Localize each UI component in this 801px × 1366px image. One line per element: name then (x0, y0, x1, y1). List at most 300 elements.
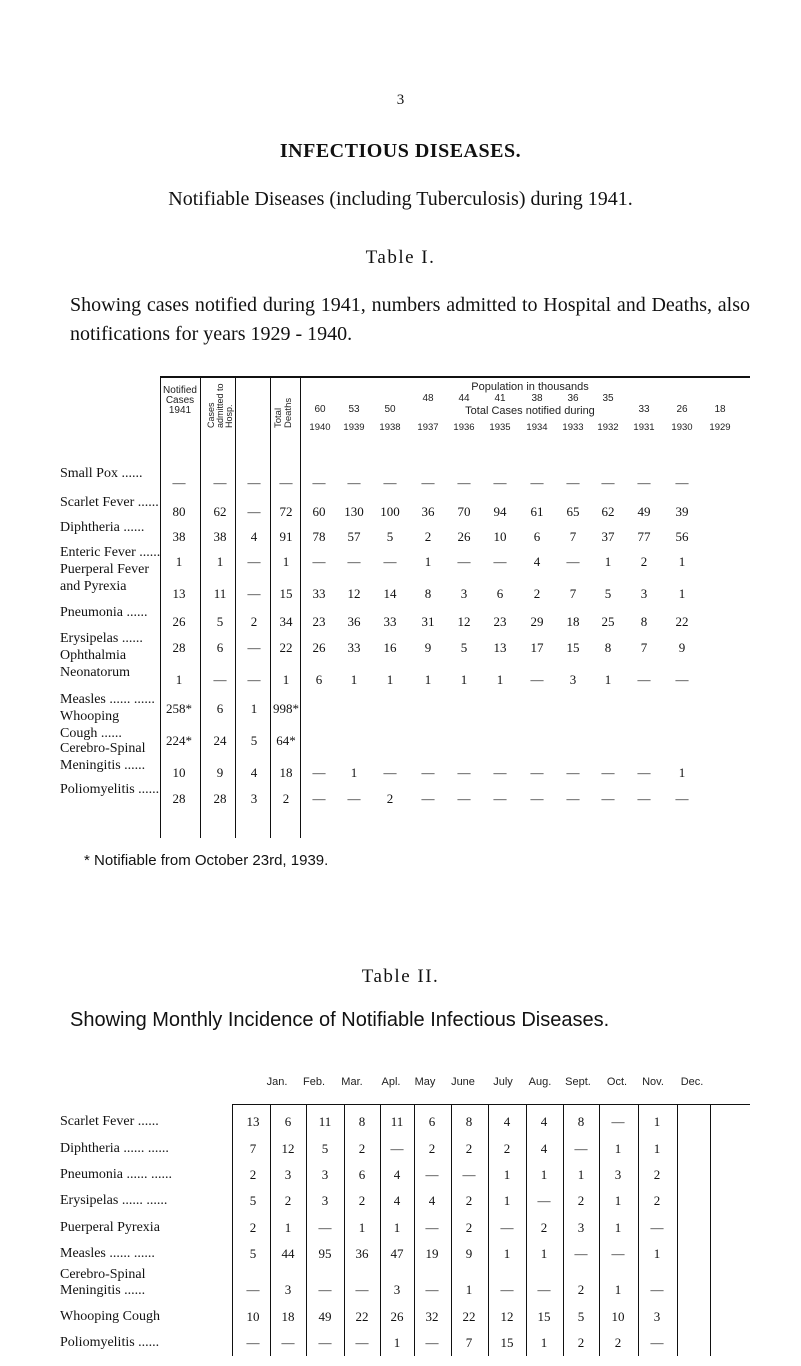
table2-cell: — (246, 1335, 260, 1350)
table2-cell: 4 (428, 1193, 436, 1208)
table2-cell: — (650, 1335, 664, 1350)
table1-cell: 12 (457, 614, 471, 629)
table2-cell: — (462, 1167, 476, 1182)
table1-cell: 38 (172, 529, 186, 544)
population-value: 50 (384, 404, 396, 415)
table2-cell: 47 (390, 1246, 404, 1261)
table1-cell: 1 (350, 765, 358, 780)
table1-cell: 60 (312, 504, 326, 519)
table2-cell: — (611, 1114, 625, 1129)
table1-cell: 12 (347, 586, 361, 601)
table1-cell: 26 (457, 529, 471, 544)
table2-cell: 7 (249, 1141, 257, 1156)
table2-cell: 1 (577, 1167, 585, 1182)
table1-cell: 56 (675, 529, 689, 544)
table1-cell: 1 (460, 672, 468, 687)
month-label: July (493, 1076, 513, 1088)
table1-cell: — (347, 554, 361, 569)
table1-cell: 9 (424, 640, 432, 655)
table2-cell: 19 (425, 1246, 439, 1261)
table2-row-label (60, 1335, 159, 1350)
row-label-line: Cerebro-Spinal (60, 1267, 146, 1282)
table2-cell: 26 (390, 1309, 404, 1324)
table1-cell: — (675, 475, 689, 490)
table1-cell: 1 (678, 765, 686, 780)
month-label: May (414, 1076, 436, 1088)
population-value: 18 (714, 404, 726, 415)
month-label: Apl. (381, 1076, 401, 1088)
table2-cell: 6 (358, 1167, 366, 1182)
table2-cell: 2 (465, 1193, 473, 1208)
table2-cell: 2 (577, 1193, 585, 1208)
table1-row-label (60, 692, 155, 707)
table1-cell: 4 (250, 529, 258, 544)
table1-cell: 8 (604, 640, 612, 655)
table1-cell: 15 (279, 586, 293, 601)
table2-cell: 1 (653, 1114, 661, 1129)
month-label: Oct. (606, 1076, 628, 1088)
table1-cell: 2 (424, 529, 432, 544)
table1-cell: — (383, 475, 397, 490)
table2-cell: 2 (577, 1335, 585, 1350)
table1-cell: 62 (601, 504, 615, 519)
table1-cell: 18 (279, 765, 293, 780)
table1-cell: 1 (604, 672, 612, 687)
table2-cell: 3 (393, 1282, 401, 1297)
row-label-line: Meningitis ...... (60, 1283, 146, 1298)
table2-top-rule (232, 1104, 750, 1105)
table1-cell: — (172, 475, 186, 490)
table1-cell: 9 (216, 765, 224, 780)
table1-cell: 26 (172, 614, 186, 629)
table1-row-label (60, 495, 159, 510)
table1-cell: 9 (678, 640, 686, 655)
table2-cell: 1 (284, 1220, 292, 1235)
table2-column-rule (232, 1104, 233, 1356)
table2-cell: 12 (500, 1309, 514, 1324)
table1-cell: 1 (678, 554, 686, 569)
table1-cell: — (530, 765, 544, 780)
table1-cell: 3 (569, 672, 577, 687)
row-label-line: Puerperal Fever (60, 562, 150, 577)
table1-cell: — (347, 791, 361, 806)
table1-cell: 13 (493, 640, 507, 655)
table2-column-rule (677, 1104, 678, 1356)
table2-cell: — (318, 1282, 332, 1297)
row-label-line: Small Pox ...... (60, 466, 143, 481)
table2-cell: 2 (465, 1220, 473, 1235)
table1-cell: — (493, 554, 507, 569)
table1-cell: 2 (533, 586, 541, 601)
population-value: 44 (458, 393, 470, 404)
table2-cell: 1 (614, 1282, 622, 1297)
table1-row-label (60, 466, 142, 481)
page-number: 3 (396, 92, 405, 108)
table2-cell: 5 (321, 1141, 329, 1156)
table1-footnote: * Notifiable from October 23rd, 1939. (84, 852, 329, 869)
table1-top-rule (160, 376, 750, 378)
population-value: 38 (531, 393, 543, 404)
table1-cell: 1 (678, 586, 686, 601)
table2-cell: 2 (358, 1193, 366, 1208)
page-subtitle: Notifiable Diseases (including Tuberculosis) during 1941. (168, 188, 633, 210)
table1-cell: — (493, 765, 507, 780)
table1-cell: 1 (175, 672, 183, 687)
table2-cell: 1 (614, 1193, 622, 1208)
table2-cell: 1 (540, 1167, 548, 1182)
table2-cell: 1 (653, 1141, 661, 1156)
table2-cell: — (425, 1220, 439, 1235)
table2-cell: 3 (284, 1282, 292, 1297)
table1-cell: — (457, 791, 471, 806)
row-label-line: Poliomyelitis ...... (60, 782, 160, 797)
table2-row-label (60, 1267, 146, 1298)
table1-cell: 39 (675, 504, 689, 519)
table1-cell: — (675, 672, 689, 687)
table1-cell: — (601, 475, 615, 490)
table1-cell: — (312, 765, 326, 780)
table1-cell: 36 (347, 614, 361, 629)
table1-cell: — (530, 475, 544, 490)
table1-cell: 33 (312, 586, 326, 601)
table1-cell: — (457, 554, 471, 569)
table2-cell: 32 (425, 1309, 439, 1324)
table1-cell: 37 (601, 529, 615, 544)
month-label: June (451, 1076, 475, 1088)
table2-cell: — (390, 1141, 404, 1156)
table1-cell: — (421, 475, 435, 490)
row-label-line: Cerebro-Spinal (60, 741, 146, 756)
table1-cell: — (247, 554, 261, 569)
table2-cell: — (318, 1335, 332, 1350)
table2-description: Showing Monthly Incidence of Notifiable Infectious Diseases. (70, 1009, 610, 1031)
population-value: 26 (676, 404, 688, 415)
table1-cell: 38 (213, 529, 227, 544)
month-label: Nov. (642, 1076, 664, 1088)
table1-cell: 23 (493, 614, 507, 629)
table1-cell: — (312, 475, 326, 490)
table1-row-label (60, 782, 159, 797)
table1-cell: — (247, 475, 261, 490)
table1-cell: 61 (530, 504, 544, 519)
table1-cell: — (637, 791, 651, 806)
row-label-line: Enteric Fever ...... (60, 545, 161, 560)
table1-description: Showing cases notified during 1941, numbers admitted to Hospital and Deaths, also notifications for years 1929 - 1940. (70, 294, 750, 345)
table2-cell: 13 (246, 1114, 260, 1129)
table1-cell: 13 (172, 586, 186, 601)
table1-row-label (60, 709, 122, 741)
row-label-line: Cough ...... (60, 726, 122, 741)
table1-cell: 26 (312, 640, 326, 655)
table1-cell: 6 (216, 640, 224, 655)
table1-cell: 1 (604, 554, 612, 569)
table1-cell: 94 (493, 504, 507, 519)
row-label-line: Whooping Cough (60, 1309, 160, 1324)
table2-cell: — (425, 1167, 439, 1182)
table1-cell: — (637, 765, 651, 780)
table2-cell: 2 (653, 1193, 661, 1208)
table2-cell: 3 (321, 1167, 329, 1182)
table2-cell: — (611, 1246, 625, 1261)
table2-caption: Table II. (361, 966, 440, 987)
table1-cell: — (637, 672, 651, 687)
table1-row-label (60, 631, 143, 646)
table2-cell: 5 (249, 1246, 257, 1261)
year-label: 1930 (671, 422, 693, 433)
table2-cell: 5 (577, 1309, 585, 1324)
header-total-cases: Total Cases notified during (465, 405, 595, 417)
table1 (60, 376, 750, 848)
table1-cell: 25 (601, 614, 615, 629)
table1-cell: — (530, 672, 544, 687)
year-label: 1938 (379, 422, 401, 433)
table1-cell: 22 (675, 614, 689, 629)
table1-cell: — (312, 791, 326, 806)
row-label-line: Measles ...... ...... (60, 1246, 155, 1261)
table2-cell: 6 (284, 1114, 292, 1129)
table2-cell: 1 (503, 1167, 511, 1182)
table1-cell: — (566, 765, 580, 780)
table2-cell: 36 (355, 1246, 369, 1261)
table1-cell: 72 (279, 504, 293, 519)
table2 (60, 1060, 750, 1360)
table1-row-label (60, 562, 149, 594)
table1-cell: 49 (637, 504, 651, 519)
table2-cell: — (355, 1335, 369, 1350)
table2-cell: 8 (577, 1114, 585, 1129)
table1-cell: — (566, 791, 580, 806)
table2-cell: 22 (462, 1309, 476, 1324)
table1-cell: 6 (533, 529, 541, 544)
table1-cell: — (601, 765, 615, 780)
table1-cell: — (247, 640, 261, 655)
table2-cell: 2 (653, 1167, 661, 1182)
table2-row-label (60, 1220, 160, 1235)
year-label: 1937 (417, 422, 439, 433)
table2-cell: 1 (358, 1220, 366, 1235)
table1-row-label (60, 648, 130, 680)
table2-row-label (60, 1167, 172, 1182)
table2-cell: — (574, 1141, 588, 1156)
table1-cell: 28 (172, 791, 186, 806)
table2-cell: 11 (318, 1114, 332, 1129)
table2-row-label (60, 1193, 167, 1208)
year-label: 1932 (597, 422, 619, 433)
table1-cell: 80 (172, 504, 186, 519)
table2-row-label (60, 1141, 169, 1156)
row-label-line: Poliomyelitis ...... (60, 1335, 160, 1350)
table1-cell: 29 (530, 614, 544, 629)
table1-cell: 11 (213, 586, 227, 601)
table1-cell: — (457, 765, 471, 780)
row-label-line: Whooping (60, 709, 120, 724)
table1-cell: 36 (421, 504, 435, 519)
table1-cell: 18 (566, 614, 580, 629)
table1-cell: 3 (250, 791, 258, 806)
table1-cell: — (247, 586, 261, 601)
table2-cell: 4 (540, 1114, 548, 1129)
header-notified-cases: Notified Cases 1941 (163, 385, 197, 416)
table1-cell: — (421, 765, 435, 780)
table2-cell: 2 (503, 1141, 511, 1156)
table1-cell: — (247, 504, 261, 519)
population-value: 53 (348, 404, 360, 415)
header-population: Population in thousands (471, 381, 589, 393)
table1-cell: 5 (604, 586, 612, 601)
month-label: Jan. (266, 1076, 288, 1088)
table1-cell: 14 (383, 586, 397, 601)
table1-cell: — (213, 672, 227, 687)
table1-cell: 70 (457, 504, 471, 519)
table2-cell: 1 (540, 1335, 548, 1350)
table1-cell: 6 (216, 701, 224, 716)
table1-cell: 24 (213, 733, 227, 748)
table1-cell: 998* (273, 701, 299, 716)
table1-cell: — (601, 791, 615, 806)
table2-cell: 3 (321, 1193, 329, 1208)
table1-cell: 1 (496, 672, 504, 687)
population-value: 41 (494, 393, 506, 404)
table2-cell: — (425, 1335, 439, 1350)
month-label: Dec. (680, 1076, 704, 1088)
table1-cell: — (493, 791, 507, 806)
table1-cell: 78 (312, 529, 326, 544)
table2-column-rule (710, 1104, 711, 1356)
table1-cell: — (566, 475, 580, 490)
row-label-line: Meningitis ...... (60, 758, 146, 773)
table1-cell: 1 (350, 672, 358, 687)
table1-cell: 5 (386, 529, 394, 544)
table1-cell: 2 (640, 554, 648, 569)
table2-cell: 5 (249, 1193, 257, 1208)
table2-cell: 1 (614, 1220, 622, 1235)
table1-cell: 10 (172, 765, 186, 780)
table2-cell: — (500, 1282, 514, 1297)
table1-cell: 1 (282, 672, 290, 687)
table1-cell: — (213, 475, 227, 490)
table1-cell: 1 (250, 701, 258, 716)
table1-cell: 4 (250, 765, 258, 780)
row-label-line: Scarlet Fever ...... (60, 495, 159, 510)
table1-cell: 5 (460, 640, 468, 655)
table1-cell: 2 (250, 614, 258, 629)
table1-cell: 57 (347, 529, 361, 544)
table1-cell: — (530, 791, 544, 806)
page-title: INFECTIOUS DISEASES. (279, 140, 522, 162)
table2-cell: 1 (393, 1220, 401, 1235)
table2-cell: — (500, 1220, 514, 1235)
table1-cell: 31 (421, 614, 435, 629)
row-label-line: Diphtheria ...... (60, 520, 145, 535)
header-cases-admitted: Cases admitted to Hosp. (206, 383, 234, 428)
table1-cell: 1 (175, 554, 183, 569)
year-label: 1935 (489, 422, 511, 433)
year-label: 1929 (709, 422, 731, 433)
table1-cell: 7 (569, 586, 577, 601)
table2-cell: 1 (465, 1282, 473, 1297)
table1-cell: 1 (386, 672, 394, 687)
table2-cell: 49 (318, 1309, 332, 1324)
table2-cell: 4 (503, 1114, 511, 1129)
table1-cell: 224* (166, 733, 192, 748)
year-label: 1939 (343, 422, 365, 433)
table2-cell: — (246, 1282, 260, 1297)
table2-cell: 95 (318, 1246, 332, 1261)
table2-cell: 2 (465, 1141, 473, 1156)
table2-cell: 15 (537, 1309, 551, 1324)
year-label: 1933 (562, 422, 584, 433)
table1-cell: 62 (213, 504, 227, 519)
table2-cell: 4 (540, 1141, 548, 1156)
row-label-line: Diphtheria ...... ...... (60, 1141, 169, 1156)
table1-row-label (60, 545, 160, 560)
table2-cell: 1 (393, 1335, 401, 1350)
table1-cell: — (421, 791, 435, 806)
table2-cell: 1 (540, 1246, 548, 1261)
table2-row-label (60, 1114, 159, 1129)
row-label-line: Pneumonia ...... ...... (60, 1167, 172, 1182)
table2-cell: — (537, 1282, 551, 1297)
table1-cell: 130 (344, 504, 364, 519)
population-value: 33 (638, 404, 650, 415)
table1-cell: — (347, 475, 361, 490)
table2-cell: — (318, 1220, 332, 1235)
table2-cell: 2 (428, 1141, 436, 1156)
table1-cell: 7 (640, 640, 648, 655)
population-value: 48 (422, 393, 434, 404)
table2-cell: — (281, 1335, 295, 1350)
table1-row-label (60, 741, 146, 773)
table1-cell: 2 (282, 791, 290, 806)
table1-cell: 17 (530, 640, 544, 655)
table2-cell: 2 (358, 1141, 366, 1156)
table2-cell: — (425, 1282, 439, 1297)
table2-cell: 2 (249, 1220, 257, 1235)
table1-cell: 23 (312, 614, 326, 629)
row-label-line: Neonatorum (60, 665, 130, 680)
table1-row-label (60, 605, 148, 620)
table1-cell: 10 (493, 529, 507, 544)
table2-cell: 3 (653, 1309, 661, 1324)
table2-cell: 3 (284, 1167, 292, 1182)
table1-cell: 8 (424, 586, 432, 601)
population-value: 60 (314, 404, 326, 415)
month-label: Feb. (302, 1076, 325, 1088)
population-value: 35 (602, 393, 614, 404)
population-value: 36 (567, 393, 579, 404)
table2-row-label (60, 1309, 160, 1324)
table2-cell: — (355, 1282, 369, 1297)
table1-cell: — (637, 475, 651, 490)
table2-cell: 18 (281, 1309, 295, 1324)
table2-cell: 7 (465, 1335, 473, 1350)
table2-cell: 12 (281, 1141, 295, 1156)
row-label-line: Ophthalmia (60, 648, 127, 663)
table1-cell: 2 (386, 791, 394, 806)
table2-cell: 2 (540, 1220, 548, 1235)
table1-cell: 28 (172, 640, 186, 655)
row-label-line: Pneumonia ...... (60, 605, 148, 620)
table2-cell: 3 (577, 1220, 585, 1235)
year-label: 1940 (309, 422, 331, 433)
table2-cell: 2 (284, 1193, 292, 1208)
year-label: 1931 (633, 422, 655, 433)
table1-cell: — (493, 475, 507, 490)
table1-cell: — (383, 765, 397, 780)
table2-cell: 10 (246, 1309, 260, 1324)
table1-cell: — (279, 475, 293, 490)
table1-cell: 258* (166, 701, 192, 716)
